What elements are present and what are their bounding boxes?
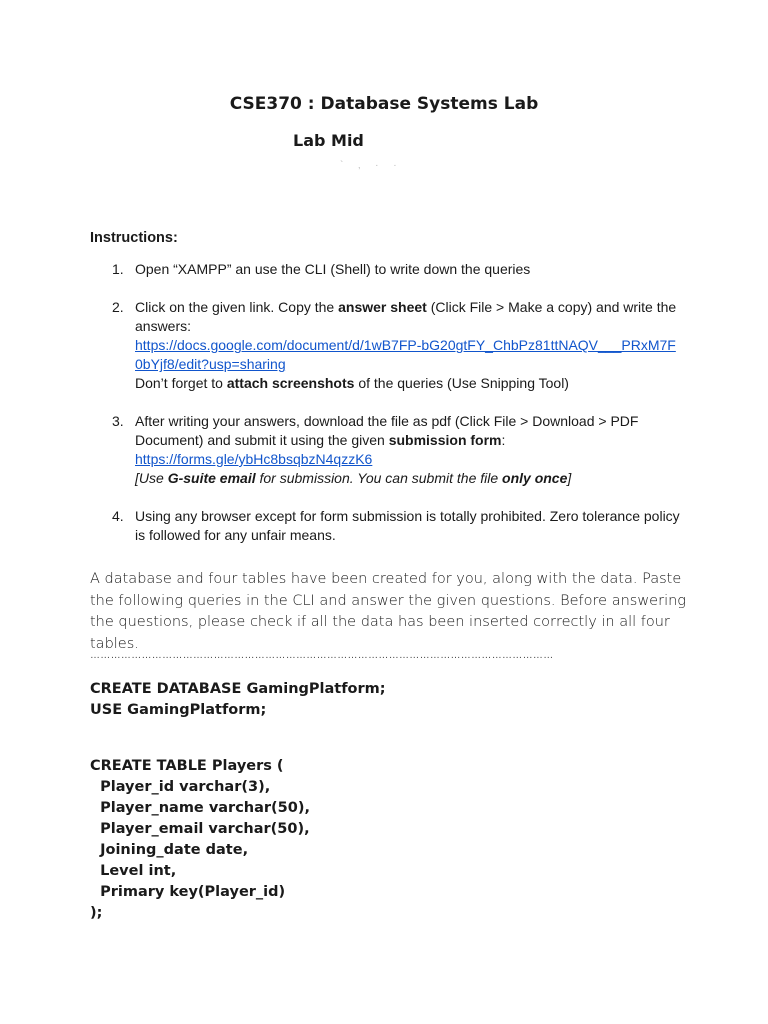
- submission-form-emphasis: submission form: [388, 432, 502, 448]
- instruction-item-4: [90, 507, 690, 545]
- note-text: for submission. You can submit the file: [255, 470, 503, 486]
- instruction-item-2: [90, 298, 690, 393]
- submission-form-link[interactable]: https://forms.gle/ybHc8bsqbzN4qzzK6: [135, 451, 373, 467]
- instruction-item-1: [90, 260, 690, 279]
- instruction-number: 2.: [112, 299, 124, 315]
- instructions-heading: Instructions:: [90, 230, 178, 246]
- answer-sheet-emphasis: answer sheet: [338, 299, 427, 315]
- instruction-text: (Click File > Make a copy) and write the answers:: [135, 299, 677, 334]
- instruction-item-3: [90, 412, 690, 488]
- instruction-text: Click on the given link. Copy the: [135, 299, 339, 315]
- document-subtitle: Lab Mid: [293, 131, 364, 150]
- answer-sheet-link[interactable]: https://docs.google.com/document/d/1wB7FP-bG20gtFY_ChbPz81ttNAQV___PRxM7F0bYjf8/edit?usp=sharing: [135, 337, 676, 372]
- create-database-code: CREATE DATABASE GamingPlatform; USE GamingPlatform;: [90, 681, 386, 718]
- note-text: [Use: [135, 470, 168, 486]
- instruction-number: 4.: [112, 508, 124, 524]
- instruction-text: :: [501, 432, 506, 448]
- only-once-emphasis: only once: [502, 470, 568, 486]
- instructions-list: [90, 260, 690, 564]
- faded-text-mark: ` ‚ · ·: [340, 160, 403, 171]
- intro-paragraph: A database and four tables have been created for you, along with the data. Paste the following queries in the CLI and answer the given questions. Before answering the questions, please check if all the data has been inserted correctly in all four tables.: [90, 571, 686, 652]
- document-title: CSE370 : Database Systems Lab: [229, 94, 539, 114]
- instruction-text: of the queries (Use Snipping Tool): [354, 375, 569, 391]
- dotted-separator: ………………………………………………………………………………………………………………………: [90, 650, 554, 661]
- submission-note: [135, 470, 571, 486]
- instruction-text: Don’t forget to: [135, 375, 227, 391]
- instruction-text: Using any browser except for form submission is totally prohibited. Zero tolerance policy is followed for any unfair means.: [135, 508, 680, 543]
- instruction-number: 1.: [112, 261, 124, 277]
- create-table-code: CREATE TABLE Players ( Player_id varchar(3), Player_name varchar(50), Player_email varchar(50), Joining_date date, Level int, Primary key(Player_id) );: [90, 758, 310, 921]
- instruction-text: Open “XAMPP” an use the CLI (Shell) to write down the queries: [135, 261, 531, 277]
- instruction-number: 3.: [112, 413, 124, 429]
- gsuite-emphasis: G-suite email: [167, 470, 256, 486]
- screenshot-emphasis: attach screenshots: [226, 375, 355, 391]
- instruction-text: After writing your answers, download the file as pdf (Click File > Download > PDF Document) and submit it using the given: [135, 413, 639, 448]
- note-text: ]: [567, 470, 572, 486]
